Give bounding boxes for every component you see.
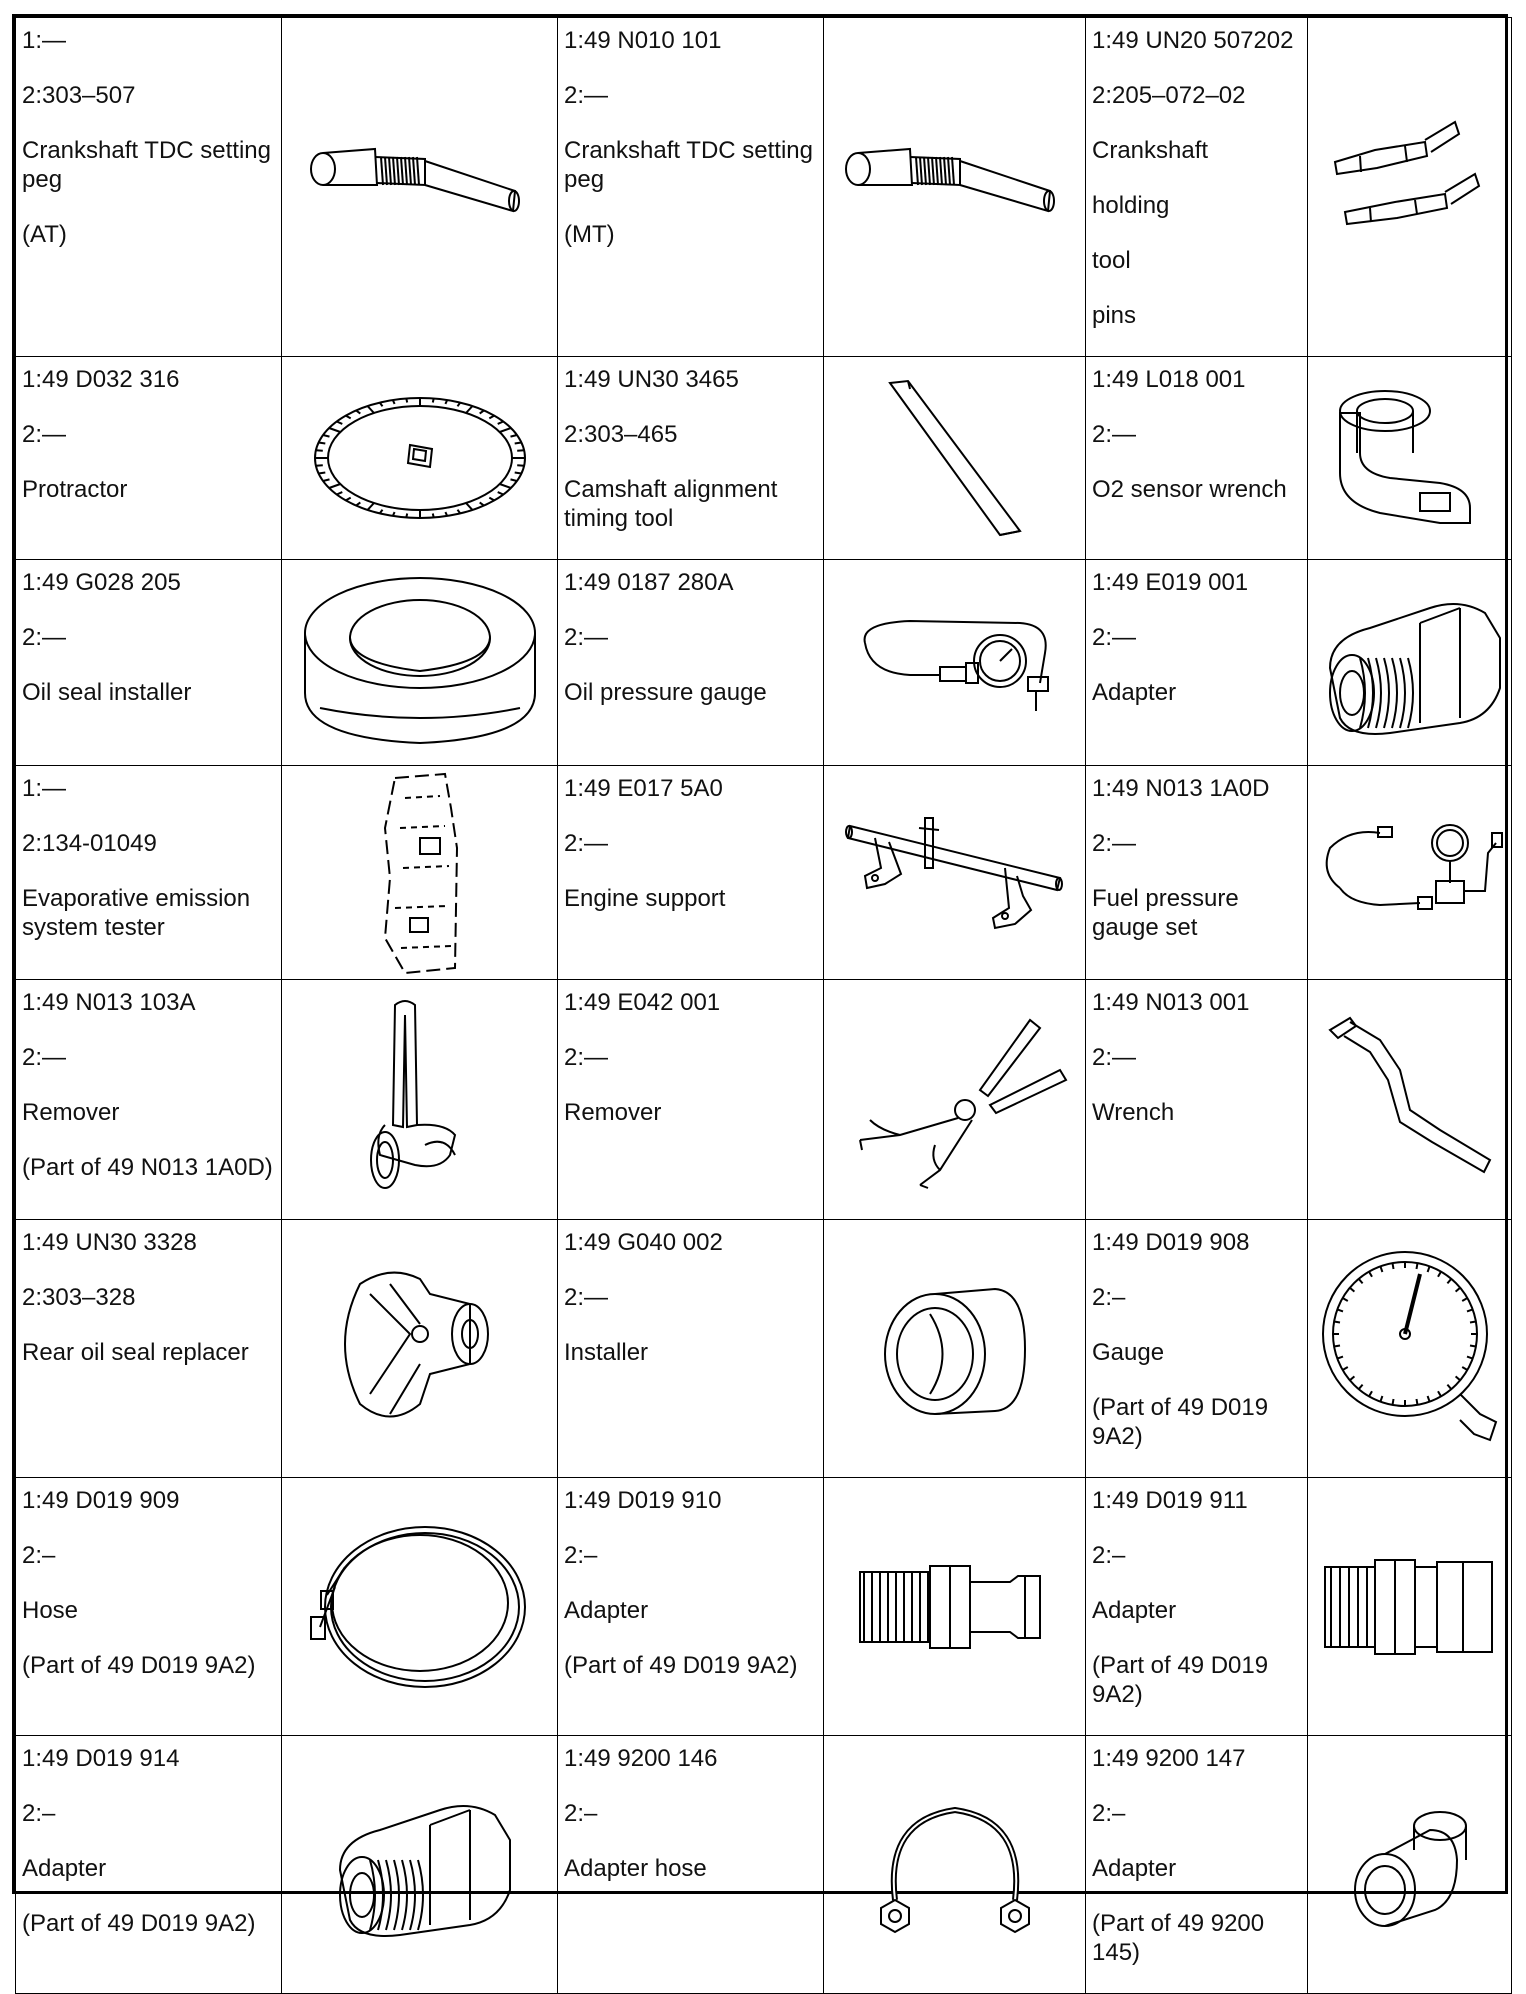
tool-name-line: Evaporative emission system tester [22, 885, 251, 941]
tool-name-line: holding [1092, 192, 1170, 219]
tool-illustration-cell [282, 1220, 558, 1478]
tool-number-2: 2:— [22, 1044, 67, 1071]
tool-number-1: 1:49 UN30 3465 [564, 366, 739, 393]
tool-name-line: Fuel pressure gauge set [1092, 885, 1239, 941]
pliers-icon [824, 1010, 1085, 1190]
tool-name-line: Adapter [1092, 1597, 1177, 1624]
tool-description-cell [16, 980, 282, 1220]
tool-description-cell [16, 1736, 282, 1994]
tool-row [16, 1478, 1512, 1736]
tool-number-1: 1:49 G040 002 [564, 1229, 723, 1256]
tool-number-1: 1:— [22, 775, 67, 802]
holding-pins-icon [1308, 112, 1511, 262]
crank-wrench-icon [1308, 1000, 1511, 1200]
tool-illustration-cell [1308, 560, 1512, 766]
tool-row [16, 1220, 1512, 1478]
tool-description-cell [558, 560, 824, 766]
line-spacer [1092, 1451, 1301, 1477]
tool-illustration-cell [1308, 1220, 1512, 1478]
tool-illustration-cell [282, 357, 558, 560]
tool-name-line: (Part of 49 D019 9A2) [1092, 1394, 1269, 1450]
line-spacer [22, 942, 275, 968]
tool-name-line: Adapter [1092, 679, 1177, 706]
tool-description-cell [16, 357, 282, 560]
line-spacer [1092, 1967, 1301, 1993]
coupler-male-icon [824, 1552, 1085, 1662]
tool-illustration-cell [1308, 766, 1512, 980]
remover-icon [282, 995, 557, 1205]
tool-number-2: 2:— [564, 624, 609, 651]
tool-number-2: 2:– [22, 1542, 56, 1569]
tool-description-cell [558, 1220, 824, 1478]
tool-number-1: 1:49 E042 001 [564, 989, 721, 1016]
protractor-icon [282, 383, 557, 533]
tool-number-1: 1:49 9200 146 [564, 1745, 718, 1772]
evap-tester-icon [282, 768, 557, 978]
tool-name-line: Installer [564, 1339, 649, 1366]
tool-illustration-cell [1308, 357, 1512, 560]
tool-description-cell [558, 357, 824, 560]
tool-name-line: Adapter [22, 1855, 107, 1882]
tool-illustration-cell [824, 560, 1086, 766]
tool-illustration-cell [1308, 18, 1512, 357]
o2-wrench-icon [1308, 383, 1511, 533]
tool-description-cell [16, 766, 282, 980]
tool-illustration-cell [282, 1478, 558, 1736]
tool-number-2: 2:— [564, 830, 609, 857]
tool-illustration-cell [282, 560, 558, 766]
tool-name-line: Adapter hose [564, 1855, 707, 1882]
tool-description-cell [558, 1736, 824, 1994]
tool-name-line: Wrench [1092, 1099, 1175, 1126]
tool-illustration-cell [1308, 980, 1512, 1220]
tool-number-2: 2:– [1092, 1542, 1126, 1569]
tool-number-1: 1:49 D019 914 [22, 1745, 180, 1772]
tool-illustration-cell [824, 1736, 1086, 1994]
tool-description-cell [1086, 980, 1308, 1220]
tool-number-1: 1:49 N013 1A0D [1092, 775, 1270, 802]
tool-number-1: 1:49 N013 001 [1092, 989, 1250, 1016]
tool-number-2: 2:— [1092, 830, 1137, 857]
tool-name-line: Crankshaft TDC setting peg [564, 137, 813, 193]
tool-number-2: 2:– [1092, 1284, 1126, 1311]
tool-number-2: 2:– [22, 1800, 56, 1827]
tool-number-1: 1:49 G028 205 [22, 569, 181, 596]
tool-description-cell [1086, 560, 1308, 766]
line-spacer [1092, 1709, 1301, 1735]
tool-name-line: tool [1092, 247, 1131, 274]
tool-name-line: Protractor [22, 476, 128, 503]
tool-name-line: Camshaft alignment timing tool [564, 476, 778, 532]
tool-number-2: 2:303–507 [22, 82, 136, 109]
tool-number-1: 1:49 N013 103A [22, 989, 196, 1016]
adapter-hose-icon [824, 1780, 1085, 1950]
tool-name-line: Oil seal installer [22, 679, 192, 706]
tool-description-cell [1086, 1220, 1308, 1478]
line-spacer [564, 1680, 817, 1706]
tool-name-line: Crankshaft [1092, 137, 1209, 164]
gauge-icon [1308, 1244, 1511, 1454]
special-tools-table-frame [12, 14, 1508, 1966]
engine-support-icon [824, 798, 1085, 948]
tool-name-line: Oil pressure gauge [564, 679, 767, 706]
threaded-adapter-icon [282, 1770, 557, 1960]
tool-name-line: Adapter [564, 1597, 649, 1624]
tool-number-1: 1:49 0187 280A [564, 569, 734, 596]
tool-illustration-cell [282, 980, 558, 1220]
fuel-gauge-set-icon [1308, 813, 1511, 933]
tool-name-line: Adapter [1092, 1855, 1177, 1882]
tool-illustration-cell [824, 18, 1086, 357]
small-adapter-icon [1308, 1790, 1511, 1940]
tool-number-1: 1:49 D019 909 [22, 1487, 180, 1514]
installer-ring-icon [824, 1269, 1085, 1429]
seal-installer-icon [282, 563, 557, 763]
tool-name-line: Crankshaft TDC setting peg [22, 137, 271, 193]
tool-number-1: 1:49 9200 147 [1092, 1745, 1246, 1772]
tool-description-cell [558, 18, 824, 357]
coupler-female-icon [1308, 1542, 1511, 1672]
tool-number-1: 1:49 D019 908 [1092, 1229, 1250, 1256]
tool-number-1: 1:49 E019 001 [1092, 569, 1249, 596]
line-spacer [564, 533, 817, 559]
tool-row [16, 560, 1512, 766]
tool-number-2: 2:303–465 [564, 421, 678, 448]
tool-number-1: 1:— [22, 27, 67, 54]
line-spacer [22, 1182, 275, 1208]
tool-number-1: 1:49 D032 316 [22, 366, 180, 393]
tool-illustration-cell [824, 357, 1086, 560]
tool-description-cell [558, 766, 824, 980]
tool-number-2: 2:– [1092, 1800, 1126, 1827]
tool-name-line: Hose [22, 1597, 79, 1624]
tool-number-1: 1:49 N010 101 [564, 27, 722, 54]
tool-number-2: 2:205–072–02 [1092, 82, 1246, 109]
tool-number-2: 2:— [564, 82, 609, 109]
tool-illustration-cell [824, 980, 1086, 1220]
tool-illustration-cell [1308, 1478, 1512, 1736]
tool-illustration-cell [282, 766, 558, 980]
tool-number-2: 2:— [1092, 1044, 1137, 1071]
tool-description-cell [1086, 1478, 1308, 1736]
tool-name-line: Remover [22, 1099, 120, 1126]
tool-number-1: 1:49 D019 910 [564, 1487, 722, 1514]
tdc-peg-icon [282, 127, 557, 247]
tool-name-line: Engine support [564, 885, 726, 912]
tool-number-1: 1:49 UN30 3328 [22, 1229, 197, 1256]
tool-illustration-cell [824, 766, 1086, 980]
tool-number-2: 2:– [564, 1542, 598, 1569]
tool-number-1: 1:49 E017 5A0 [564, 775, 723, 802]
tool-description-cell [1086, 1736, 1308, 1994]
oil-pressure-gauge-icon [824, 603, 1085, 723]
hose-icon [282, 1507, 557, 1707]
tool-number-2: 2:134-01049 [22, 830, 157, 857]
line-spacer [564, 194, 817, 220]
line-spacer [1092, 942, 1301, 968]
tool-description-cell [1086, 18, 1308, 357]
tool-number-1: 1:49 D019 911 [1092, 1487, 1248, 1514]
tool-description-cell [1086, 766, 1308, 980]
tool-row [16, 1736, 1512, 1994]
tool-description-cell [1086, 357, 1308, 560]
tool-description-cell [16, 1220, 282, 1478]
tool-number-2: 2:303–328 [22, 1284, 136, 1311]
tool-number-2: 2:— [564, 1284, 609, 1311]
tool-number-2: 2:— [564, 1044, 609, 1071]
tool-illustration-cell [824, 1220, 1086, 1478]
tool-row [16, 980, 1512, 1220]
tool-name-line: Gauge [1092, 1339, 1165, 1366]
tool-illustration-cell [282, 1736, 558, 1994]
tool-number-2: 2:– [564, 1800, 598, 1827]
tool-description-cell [558, 980, 824, 1220]
tool-number-1: 1:49 UN20 507202 [1092, 27, 1294, 54]
alignment-bar-icon [824, 373, 1085, 543]
tool-illustration-cell [282, 18, 558, 357]
tool-name-line: Rear oil seal replacer [22, 1339, 249, 1366]
threaded-adapter-icon [1308, 568, 1511, 758]
tool-number-1: 1:49 L018 001 [1092, 366, 1246, 393]
tool-description-cell [16, 560, 282, 766]
tool-illustration-cell [824, 1478, 1086, 1736]
tool-name-line: (Part of 49 9200 145) [1092, 1910, 1265, 1966]
tool-row [16, 357, 1512, 560]
tool-description-cell [16, 18, 282, 357]
tool-illustration-cell [1308, 1736, 1512, 1994]
tool-name-line: (Part of 49 D019 9A2) [22, 1652, 256, 1679]
tool-name-line: (AT) [22, 221, 67, 248]
tool-name-line: (MT) [564, 221, 615, 248]
seal-replacer-icon [282, 1254, 557, 1444]
tool-number-2: 2:— [22, 624, 67, 651]
tool-description-cell [16, 1478, 282, 1736]
tool-name-line: (Part of 49 D019 9A2) [564, 1652, 798, 1679]
tool-name-line: pins [1092, 302, 1137, 329]
tool-name-line: Remover [564, 1099, 662, 1126]
tool-number-2: 2:— [1092, 624, 1137, 651]
line-spacer [22, 194, 275, 220]
tool-row [16, 766, 1512, 980]
tool-name-line: (Part of 49 D019 9A2) [1092, 1652, 1269, 1708]
special-tools-table [15, 17, 1512, 1994]
tool-description-cell [558, 1478, 824, 1736]
tool-number-2: 2:— [22, 421, 67, 448]
tool-name-line: (Part of 49 D019 9A2) [22, 1910, 256, 1937]
tool-name-line: (Part of 49 N013 1A0D) [22, 1154, 273, 1181]
tool-row [16, 18, 1512, 357]
tdc-peg-icon [824, 127, 1085, 247]
tool-number-2: 2:— [1092, 421, 1137, 448]
tool-name-line: O2 sensor wrench [1092, 476, 1287, 503]
